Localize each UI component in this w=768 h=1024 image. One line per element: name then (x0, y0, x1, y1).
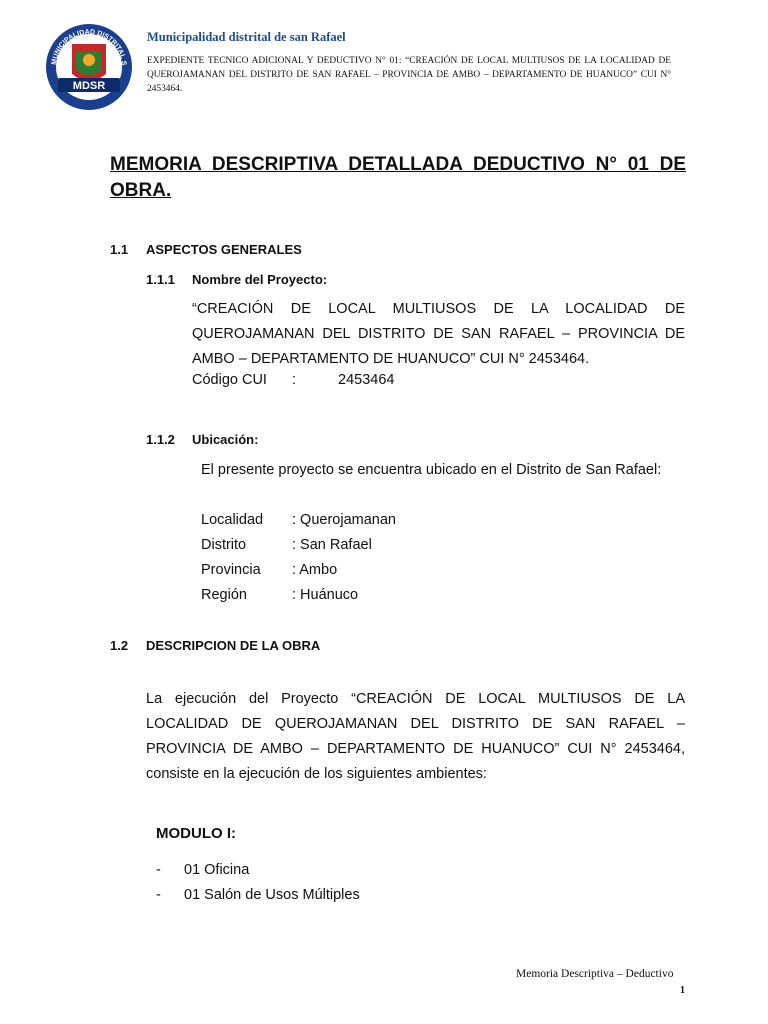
section-number: 1.2 (110, 638, 129, 653)
list-item (156, 862, 249, 878)
location-key: Región (201, 587, 247, 603)
page-footer: Memoria Descriptiva – Deductivo (516, 968, 674, 980)
list-dash: - (156, 887, 161, 903)
location-row (201, 537, 372, 553)
location-row (201, 512, 396, 528)
section-number: 1.1 (110, 242, 129, 257)
location-key: Provincia (201, 562, 261, 578)
list-item (156, 887, 360, 903)
location-row (201, 562, 337, 578)
list-dash: - (156, 862, 161, 878)
section-1-1-2-heading (146, 432, 258, 447)
section-1-2-heading (110, 638, 320, 653)
location-value: : Querojamanan (292, 512, 396, 528)
location-intro: El presente proyecto se encuentra ubicado en el Distrito de San Rafael: (201, 462, 662, 478)
cui-value: 2453464 (338, 372, 395, 388)
module-heading: MODULO I: (156, 825, 236, 842)
section-label: ASPECTOS GENERALES (146, 242, 302, 257)
subsection-number: 1.1.2 (146, 432, 175, 447)
municipality-name: Municipalidad distrital de san Rafael (147, 30, 346, 44)
cui-colon: : (292, 372, 297, 388)
location-key: Distrito (201, 537, 247, 553)
subsection-label: Ubicación: (192, 432, 259, 447)
page-number: 1 (680, 985, 685, 996)
location-value: : Ambo (292, 562, 338, 578)
expediente-header: EXPEDIENTE TECNICO ADICIONAL Y DEDUCTIVO N° 01: “CREACIÓN DE LOCAL MULTIUSOS DE LA LOCALIDAD DE QUEROJAMANAN DEL DISTRITO DE SAN RAFAEL – PROVINCIA DE AMBO – DEPARTAMENTO DE HUANUCO” CUI N° 2453464. (147, 56, 671, 94)
logo-badge: MDSR (72, 80, 106, 92)
location-value: : Huánuco (292, 587, 359, 603)
list-item-text: 01 Oficina (184, 862, 250, 878)
logo-ring-text: MUNICIPALIDAD DISTRITAL S (50, 28, 128, 66)
location-key: Localidad (201, 512, 264, 528)
project-name-text: “CREACIÓN DE LOCAL MULTIUSOS DE LA LOCALIDAD DE QUEROJAMANAN DEL DISTRITO DE SAN RAFAEL – PROVINCIA DE AMBO – DEPARTAMENTO DE HUANUCO” CUI N° 2453464. (192, 301, 685, 367)
subsection-number: 1.1.1 (146, 272, 175, 287)
section-1-1-heading (110, 242, 302, 257)
section-label: DESCRIPCION DE LA OBRA (146, 638, 321, 653)
municipality-logo (44, 22, 134, 112)
location-row (201, 587, 358, 603)
location-value: : San Rafael (292, 537, 372, 553)
subsection-label: Nombre del Proyecto: (192, 272, 328, 287)
section-1-1-1-heading (146, 272, 327, 287)
document-title: MEMORIA DESCRIPTIVA DETALLADA DEDUCTIVO N° 01 DE OBRA. (110, 154, 686, 201)
work-description-text: La ejecución del Proyecto “CREACIÓN DE LOCAL MULTIUSOS DE LA LOCALIDAD DE QUEROJAMANAN DEL DISTRITO DE SAN RAFAEL – PROVINCIA DE AMBO – DEPARTAMENTO DE HUANUCO” CUI N° 2453464, consiste en la ejecución de los siguientes ambientes: (146, 691, 685, 782)
list-item-text: 01 Salón de Usos Múltiples (184, 887, 360, 903)
cui-row (192, 372, 394, 388)
cui-label: Código CUI (192, 372, 267, 388)
